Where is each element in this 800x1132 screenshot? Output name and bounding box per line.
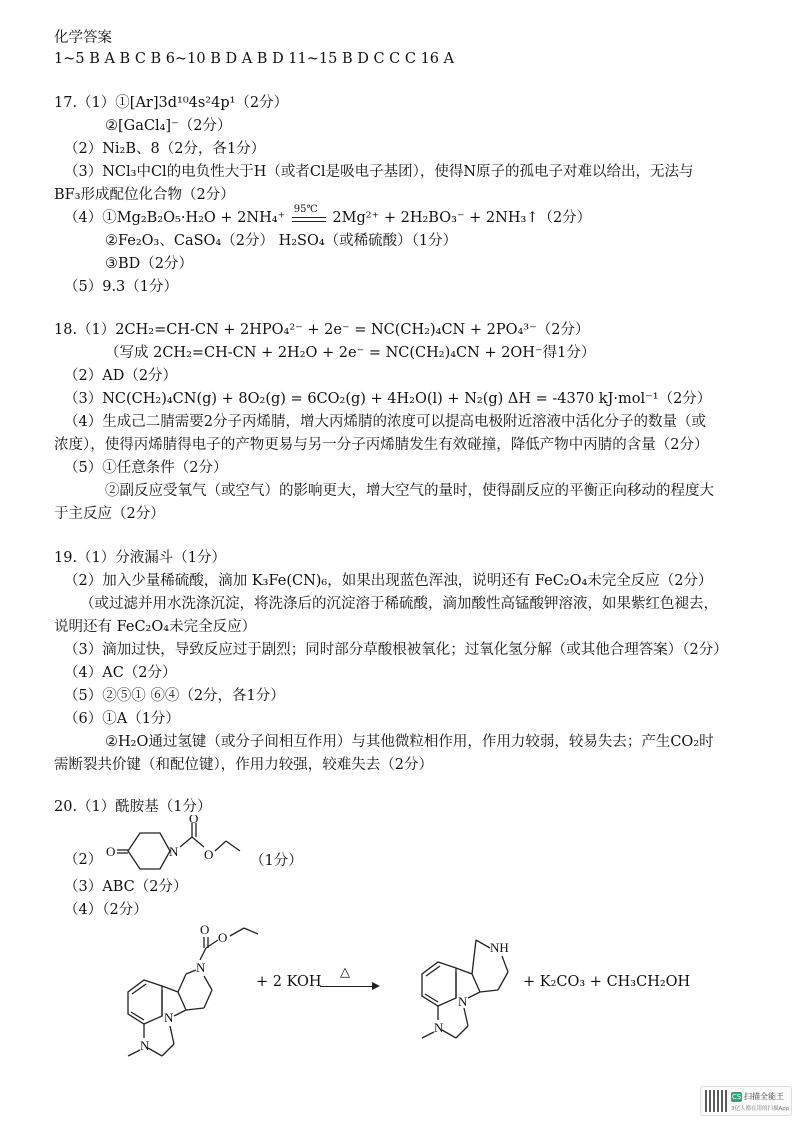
atom-amine-n: N (140, 1038, 150, 1053)
q19-line-5: （3）滴加过快，导致反应过于剧烈；同时部分草酸根被氧化；过氧化氢分解（或其他合理答案）（2分） (64, 642, 728, 658)
q17-line-2: ②[GaCl₄]⁻（2分） (105, 118, 232, 134)
q19-line-9: ②H₂O通过氢键（或分子间相互作用）与其他微粒相作用，作用力较弱，较易失去；产生CO₂时 (105, 734, 714, 750)
reaction-condition (290, 204, 328, 228)
q17-eq-right: 2Mg²⁺ + 2H₂BO₃⁻ + 2NH₃↑（2分） (332, 210, 592, 226)
q18-line-3: （2）AD（2分） (64, 368, 178, 384)
atom-carbonyl-o: O (189, 815, 199, 826)
equal-sign-arrow (292, 217, 326, 222)
molecule-reactant (100, 920, 270, 1060)
atom-carbonyl-o: O (200, 922, 210, 937)
q19-line-8: （6）①A（1分） (64, 711, 180, 727)
q18-line-9: 于主反应（2分） (54, 506, 165, 522)
heat-condition: △ (340, 964, 350, 979)
q19-line-2: （2）加入少量稀硫酸，滴加 K₃Fe(CN)₆，如果出现蓝色浑浊，说明还有 FeC₂O₄未完全反应（2分） (64, 573, 713, 589)
q20-line-2-score: （1分） (250, 853, 303, 869)
atom-nh: NH (490, 940, 509, 955)
molecule-product (398, 928, 528, 1058)
camscanner-logo-icon: CS (731, 1093, 742, 1101)
q17-line-1: 17.（1）①[Ar]3d¹⁰4s²4p¹（2分） (54, 95, 289, 111)
atom-indoline-n: N (164, 1010, 174, 1025)
mcq-answers: 1~5 B A B C B 6~10 B D A B D 11~15 B D C C C 16 A (54, 51, 455, 67)
q17-line-6 (64, 204, 800, 228)
q17-eq-left: （4）①Mg₂B₂O₅·H₂O + 2NH₄⁺ (64, 210, 286, 226)
q18-line-7: （5）①任意条件（2分） (64, 460, 228, 476)
q19-line-1: 19.（1）分液漏斗（1分） (54, 550, 227, 566)
q18-line-8: ②副反应受氧气（或空气）的影响更大，增大空气的量时，使得副反应的平衡正向移动的程度大 (105, 483, 714, 499)
atom-ring-n: N (196, 960, 206, 975)
q19-line-3: （或过滤并用水洗涤沉淀，将洗涤后的沉淀溶于稀硫酸，滴加酸性高锰酸钾溶液，如果紫红色褪去， (80, 596, 718, 612)
q20-line-4: （4）（2分） (64, 902, 148, 918)
molecule-piperidinone-carbamate (100, 815, 260, 881)
q17-line-3: （2）Ni₂B、8（2分，各1分） (64, 141, 266, 157)
q20-line-1: 20.（1）酰胺基（1分） (54, 799, 212, 815)
q17-line-8: ③BD（2分） (105, 256, 194, 272)
byproducts: + K₂CO₃ + CH₃CH₂OH (523, 974, 691, 990)
qr-code-icon (705, 1090, 727, 1112)
atom-amine-n: N (434, 1020, 444, 1035)
answer-title: 化学答案 (54, 30, 112, 46)
atom-ring-n: N (169, 844, 179, 859)
q18-line-2: （写成 2CH₂=CH-CN + 2H₂O + 2e⁻ = NC(CH₂)₄CN + 2OH⁻得1分） (105, 345, 596, 361)
q20-line-2-prefix: （2） (64, 852, 103, 868)
q19-line-10: 需断裂共价键（和配位键），作用力较强，较难失去（2分） (54, 757, 433, 773)
reagent-koh: + 2 KOH (256, 974, 322, 990)
atom-ketone-o: O (106, 844, 116, 859)
arrow-shaft (320, 986, 376, 987)
q17-line-4: （3）NCl₃中Cl的电负性大于H（或者Cl是吸电子基团），使得N原子的孤电子对难以给出，无法与 (64, 164, 694, 180)
condition-temperature: 95℃ (293, 204, 318, 215)
q19-line-6: （4）AC（2分） (64, 665, 177, 681)
atom-indoline-n: N (458, 994, 468, 1009)
watermark-subtitle: 3亿人都在用的扫描App (731, 1106, 790, 1112)
q20-line-3: （3）ABC（2分） (64, 879, 188, 895)
q19-line-4: 说明还有 FeC₂O₄未完全反应） (54, 619, 257, 635)
q18-line-5: （4）生成己二腈需要2分子丙烯腈，增大丙烯腈的浓度可以提高电极附近溶液中活化分子的数量（或 (64, 414, 706, 430)
q18-line-4: （3）NC(CH₂)₄CN(g) + 8O₂(g) = 6CO₂(g) + 4H₂O(l) + N₂(g) ΔH = -4370 kJ·mol⁻¹（2分） (64, 391, 712, 407)
scanner-watermark (700, 1086, 792, 1116)
arrow-head (372, 982, 380, 990)
atom-ester-o: O (218, 930, 228, 945)
atom-ester-o: O (204, 847, 214, 862)
q17-line-5: BF₃形成配位化合物（2分） (54, 187, 235, 203)
q17-line-9: （5）9.3（1分） (64, 279, 179, 295)
q18-line-6: 浓度），使得丙烯腈得电子的产物更易与另一分子丙烯腈发生有效碰撞，降低产物中丙腈的含量（2分） (54, 437, 709, 453)
watermark-title: 扫描全能王 (744, 1092, 784, 1101)
q17-line-7: ②Fe₂O₃、CaSO₄（2分） H₂SO₄（或稀硫酸）（1分） (105, 233, 458, 249)
reaction-arrow (320, 964, 380, 992)
q19-line-7: （5）②⑤① ⑥④（2分，各1分） (64, 688, 285, 704)
q18-line-1: 18.（1）2CH₂=CH-CN + 2HPO₄²⁻ + 2e⁻ = NC(CH₂)₄CN + 2PO₄³⁻（2分） (54, 322, 590, 338)
